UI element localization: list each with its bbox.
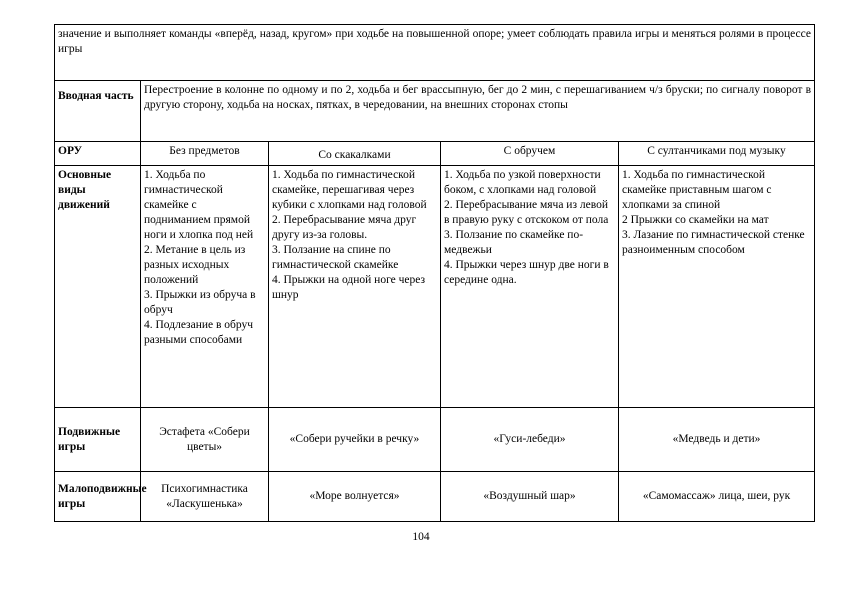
movement-item: 3. Прыжки из обруча в обруч bbox=[144, 289, 256, 316]
low-mobility-game-3: «Воздушный шар» bbox=[441, 472, 619, 522]
top-text-cell: значение и выполняет команды «вперёд, назад, кругом» при ходьбе на повышенной опоре; умеет соблюдать правила игры и меняться ролями в процессе игры bbox=[55, 25, 815, 81]
oru-col-1: Без предметов bbox=[141, 142, 269, 166]
movement-item: 4. Подлезание в обруч разными способами bbox=[144, 319, 254, 346]
mobile-games-row bbox=[55, 408, 815, 472]
movements-row bbox=[55, 166, 815, 408]
mobile-games-label: Подвижные игры bbox=[55, 408, 141, 472]
movements-cell-1 bbox=[141, 166, 269, 408]
mobile-game-1: Эстафета «Собери цветы» bbox=[141, 408, 269, 472]
movements-cell-4 bbox=[619, 166, 815, 408]
mobile-game-2: «Собери ручейки в речку» bbox=[269, 408, 441, 472]
oru-col-2: Со скакалками bbox=[269, 142, 441, 166]
movements-cell-3 bbox=[441, 166, 619, 408]
intro-row bbox=[55, 81, 815, 142]
movement-item: 2. Перебрасывание мяча друг другу из-за головы. bbox=[272, 214, 417, 241]
movements-label: Основные виды движений bbox=[55, 166, 141, 408]
low-mobility-game-2: «Море волнуется» bbox=[269, 472, 441, 522]
oru-row bbox=[55, 142, 815, 166]
movement-item: 4. Прыжки через шнур две ноги в середине одна. bbox=[444, 259, 609, 286]
top-text-row bbox=[55, 25, 815, 81]
movement-item: 3. Лазание по гимнастической стенке разноименным способом bbox=[622, 229, 805, 256]
oru-label: ОРУ bbox=[55, 142, 141, 166]
movement-item: 2. Метание в цель из разных исходных положений bbox=[144, 244, 246, 286]
movement-item: 1. Ходьба по гимнастической скамейке, перешагивая через кубики с хлопками над головой bbox=[272, 169, 427, 211]
page-number: 104 bbox=[412, 531, 430, 543]
low-mobility-game-4: «Самомассаж» лица, шеи, рук bbox=[619, 472, 815, 522]
intro-label: Вводная часть bbox=[55, 81, 141, 142]
movement-item: 3. Ползание на спине по гимнастической скамейке bbox=[272, 244, 399, 271]
movement-item: 4. Прыжки на одной ноге через шнур bbox=[272, 274, 426, 301]
movement-item: 3. Ползание по скамейке по-медвежьи bbox=[444, 229, 584, 256]
movement-item: 1. Ходьба по гимнастической скамейке с подниманием прямой ноги и хлопка под ней bbox=[144, 169, 254, 241]
movement-item: 2. Перебрасывание мяча из левой в правую руку с отскоком от пола bbox=[444, 199, 609, 226]
movement-item: 1. Ходьба по узкой поверхности боком, с хлопками над головой bbox=[444, 169, 601, 196]
intro-text: Перестроение в колонне по одному и по 2, ходьба и бег врассыпную, бег до 2 мин, с перешагиванием ч/з бруски; по сигналу поворот в другую сторону, ходьба на носках, пятках, в чередовании, на внешних сторонах стопы bbox=[141, 81, 815, 142]
low-mobility-game-1: Психогимнастика «Ласкушенька» bbox=[141, 472, 269, 522]
oru-col-3: С обручем bbox=[441, 142, 619, 166]
low-mobility-label: Малоподвижные игры bbox=[55, 472, 141, 522]
movement-item: 2 Прыжки со скамейки на мат bbox=[622, 214, 769, 226]
movement-item: 1. Ходьба по гимнастической скамейке приставным шагом с хлопками за спиной bbox=[622, 169, 772, 211]
mobile-game-3: «Гуси-лебеди» bbox=[441, 408, 619, 472]
mobile-game-4: «Медведь и дети» bbox=[619, 408, 815, 472]
program-table bbox=[54, 24, 815, 522]
low-mobility-row bbox=[55, 472, 815, 522]
oru-col-4: С султанчиками под музыку bbox=[619, 142, 815, 166]
movements-cell-2 bbox=[269, 166, 441, 408]
